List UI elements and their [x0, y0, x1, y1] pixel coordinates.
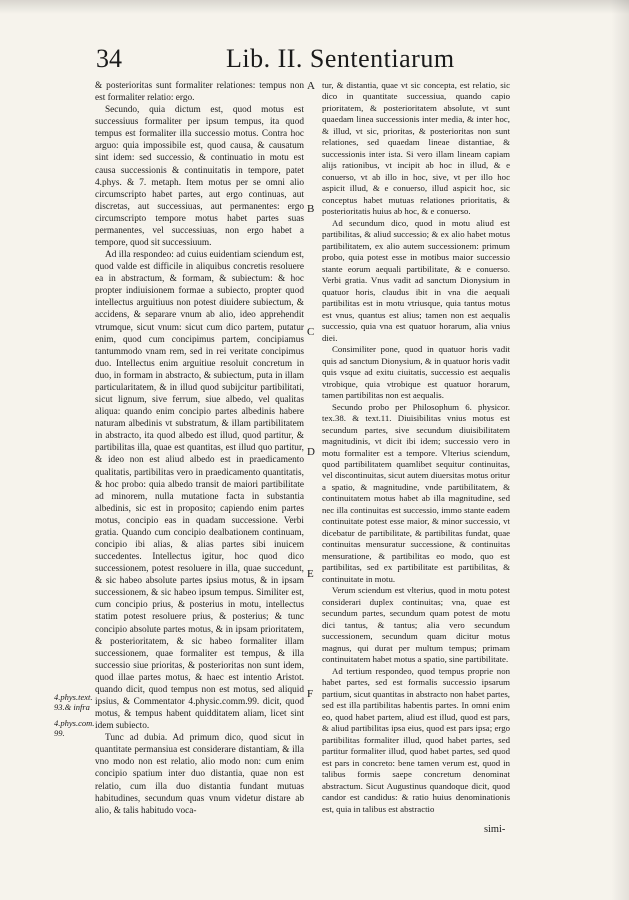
paragraph: Ad tertium respondeo, quod tempus proprie non habet partes, sed est formalis successio ipsarum partium, sicut quantitas in abstracto non habet partes, sed est illa partibilitas habentis partes. In omni enim eo, quod habet partem, aliud est illud, quod est pars, & aliud partibilitas ipsa eius, quod est pars ipsa; ergo partibilitas formaliter illud, quod habet partes, sed partitur formaliter illud, quod habet partes, sed quod est pars in concreto: bene tamen verum est, quod in talibus formis saepe concretum denominat abstractum. Sicut Augustinus quandoque dicit, quod candor est candidus: & ratio huius denominationis est, quia in talibus est abstractio — [322, 665, 510, 814]
paragraph: Consimiliter pone, quod in quatuor horis vadit quis ad sanctum Dionysium, & in quatuor horis vadit quis vsque ad exitu ciuitatis, successio est aequalis vtrobique, quia vtrobique est quatuor horarum, tamen partibilitas non est aequalis. — [322, 344, 510, 401]
paragraph: Secundo probo per Philosophum 6. physicor. tex.38. & text.11. Diuisibilitas vnius motus est secundum partes, sive secundum diuisibilitatem magnitudinis, vt dicit ibi idem; successio vero in motu formaliter est a tempore. Vlterius sciendum, quod partibilitatem quamlibet sequitur continuitas, vel discontinuitas, sicut autem diuersitas motus oritur a spatio, & magnitudine, vnde partibilitatem, & continuitatem motus habet ab illa magnitudine, sed nec illa continuitas est successio, immo stante eadem continuitate potest esse maior, & minor successio, vt dicebatur de partibilitate, & partibilitas fundat, quae continuitas mensuratur successione, & continuitas mensuratione, & partibilitas eo modo, quo est partibilitas, sed ex partibilitate est partibilitas, & continuitate in motu. — [322, 401, 510, 584]
paragraph: Ad illa respondeo: ad cuius euidentiam sciendum est, quod valde est difficile in aliquibus concretis resoluere ea in abstractum, & formam, & subiectum: & hoc propter indiuisionem formae a subiecto, propter quod intellectus arguitiuus non potest diuidere subiectum, & accidens, & separare vnum ab alio, ideo apprehendit vtrumque, sicut vnum: sicut cum dico partem, putatur enim, quod cum concipimus partem, concipiamus tantummodo vnam rem, sed in rei veritate concipimus duo. Intellectus enim arguitiue resoluit concretum in duo, in formam in abstracto, & subiectum, puta in illam particularitatem, & in illud quod subijcitur partibilitati, sicut lignum, sive ferrum, siue albedo, vel qualitas aliqua: quando enim concipio partes albedinis habere naturam albedinis vt substratum, & illam partibilitatem in abstracto, ita quod albedo est illud, quod partitur, & partibilitas illa, quae est quantitas, est illud quo partitur, & ideo non est aliud albedo est in praedicamento qualitatis, partibilitas vero in praedicamento quantitatis, & hoc probo: quia albedo transit de maiori partibilitate ad minorem, nulla mutatione facta in substantia albedinis, sic est in proposito; capiendo enim partes motus, concipio eas in quadam successione. Verbi gratia. Quando cum concipio dealbationem continuam, concipio ibi alias, & alias partes sibi inuicem succedentes. Intellectus igitur, hoc quod dico successionem, potest resoluere in illa, quae succedunt, & sic habeo absolute partes ipsius motus, & in ipsam successionem, & sic habeo ipsum tempus. Similiter est, cum concipio prius, & posterius in motu, intellectus statim potest resoluere prius, & posterius; & tunc concipio absolute partes motus, & in ipsam prioritatem, & posterioritatem, & sic habeo formaliter illam successionem, quae formaliter est tempus, & illa successio siue prioritas, & posterioritas non sunt idem, quod illae partes motus, & haec est intentio Aristot. quando dicit, quod tempus non est motus, sed aliquid ipsius, & Commentator 4.physic.comm.99. dicit, quod motus, & tempus habent quidditatem aliam, licet sint idem subiecto. — [95, 250, 304, 732]
paragraph: tur, & distantia, quae vt sic concepta, est relatio, sic dico in quantitate successiua, quando capio prioritatem, & posterioritatem absolute, vt sunt quaedam linea successionis inter media, & inter hoc, & illud, vt sic, prioritas, & posterioritas non sunt relationes, sed quaedam lineae distantiae, & successionis inter ista. Si vero illam lineam capiam alijs rationibus, vt incipit ab hoc in illud, & e conuerso, vt ab illo in hoc, sive, vt per illo hoc aspicit illud, & e conuerso, illud aspicit hoc, sic conceptus habet mutuas relationes prioritatis, & posterioritatis huius ab hoc, & e conuerso. — [322, 80, 510, 217]
paragraph: Ad secundum dico, quod in motu aliud est partibilitas, & aliud successio; & ex alio habet motus partibilitatem, ex alio autem successionem: primum probo, quia potest esse in motibus maior successio stante eorum aequali partibilitate, & e conuerso. Verbi gratia. Vnus vadit ad sanctum Dionysium in quatuor horis, claudus ibit in vna die aequali partibilitas est in motu vtriusque, quia tantus motus est vnus, quantus est alius; tamen non est aequalis successio, quia vna est quatuor horarum, alia vnius diei. — [322, 217, 510, 343]
scan-edge-shadow — [611, 0, 629, 900]
right-text-column — [322, 80, 510, 815]
scan-top-shadow — [0, 0, 629, 14]
catchword: simi- — [484, 824, 506, 835]
left-text-column — [95, 80, 304, 817]
section-letter-c: C — [307, 326, 315, 338]
section-letter-a: A — [307, 80, 315, 92]
margin-note: 4.phys.text. 93.& infra — [54, 692, 93, 712]
section-letter-e: E — [307, 568, 314, 580]
section-letter-d: D — [307, 446, 315, 458]
margin-note: 4.phys.com. 99. — [54, 718, 95, 738]
paragraph: Verum sciendum est vlterius, quod in motu potest considerari duplex continuitas; vna, quae est secundum partes, secundum quam potest de motu dici tantus, & tantus; alia vero secundum successionem, secundum quam dicitur motus magnus, qui durat per multum tempus; primam continuitatem habet motus a spatio, sine partibilitate. — [322, 585, 510, 665]
page-number: 34 — [96, 44, 122, 73]
paragraph: & posterioritas sunt formaliter relationes: tempus non est formaliter relatio: ergo. — [95, 81, 304, 104]
running-title: Lib. II. Sententiarum — [226, 44, 455, 73]
page-header — [96, 44, 536, 80]
section-letter-b: B — [307, 203, 315, 215]
section-letter-f: F — [307, 688, 314, 700]
paragraph: Tunc ad dubia. Ad primum dico, quod sicut in quantitate permansiua est considerare distantiam, & illa vno modo non est relatio, alio modo non: cum enim concipio spatium inter duo distantia, quae non est relatio, cum illa duo distantia fundant mutuas habitudines, secundum quas vnum videtur distare ab alio, & talis habitudo voca- — [95, 733, 304, 816]
paragraph: Secundo, quia dictum est, quod motus est successiuus formaliter per ipsum tempus, ita quod tempus est formaliter illa successio motus. Contra hoc arguo: quia impossibile est, quod causa, & causatum sint idem: sed successio, & continuatio in motu est causa successionis & continuitatis in tempore, patet 4.phys. & 7. metaph. Item motus per se omni alio circumscripto habet partes, aut ergo continuas, aut discretas, aut successiuas, aut permanentes: ergo circumscripto tempore motus habet partes suas permanentes, vel successiuas, non ergo habet a tempore, quod sit successiuum. — [95, 105, 304, 249]
